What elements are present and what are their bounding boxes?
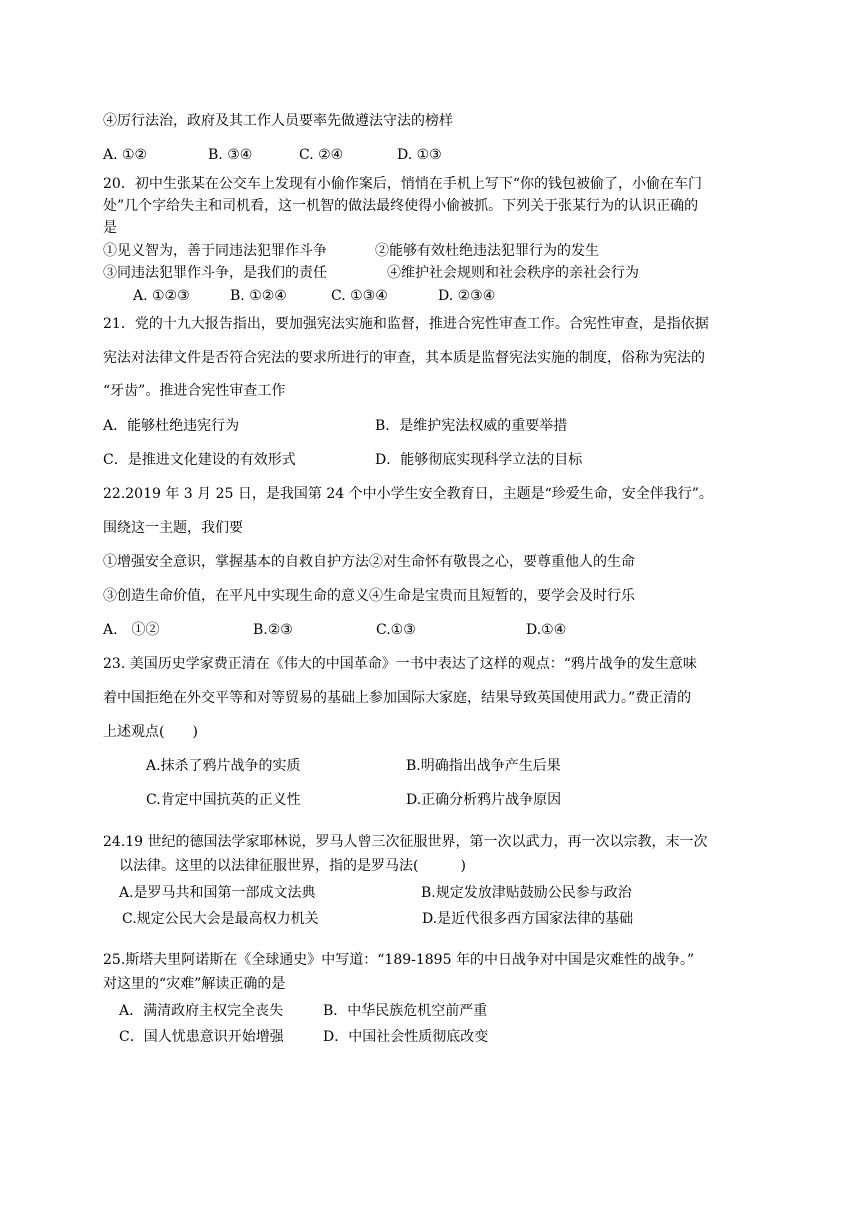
q19-option-a: A. ①② — [103, 147, 148, 163]
q25-option-a: A．满清政府主权完全丧失 — [119, 1003, 284, 1019]
q20-item1: ①见义智为，善于同违法犯罪作斗争 — [103, 243, 327, 259]
q22-option-b: B.②③ — [253, 622, 293, 638]
q24-option-c: C.规定公民大会是最高权力机关 — [122, 911, 319, 927]
q24-option-b: B.规定发放津贴鼓励公民参与政治 — [421, 885, 632, 901]
q25-option-b: B．中华民族危机空前严重 — [323, 1003, 488, 1019]
q19-option-b: B. ③④ — [208, 147, 253, 163]
q22-items-line2: ③创造生命价值，在平凡中实现生命的意义④生命是宝贵而且短暂的，要学会及时行乐 — [103, 588, 635, 604]
q21-option-c: C．是推进文化建设的有效形式 — [103, 452, 296, 468]
q23-stem-line1: 23. 美国历史学家费正清在《伟大的中国革命》一书中表达了这样的观点：“鸦片战争的发生意味 — [103, 656, 697, 672]
q22-option-a: A. ①② — [103, 622, 160, 638]
q19-option-c: C. ②④ — [299, 147, 344, 163]
q24-option-a: A.是罗马共和国第一部成文法典 — [119, 885, 316, 901]
q21-stem-line3: “牙齿”。推进合宪性审查工作 — [103, 383, 286, 399]
q23-option-a: A.抹杀了鸦片战争的实质 — [146, 758, 301, 774]
q21-stem-line2: 宪法对法律文件是否符合宪法的要求所进行的审查，其本质是监督宪法实施的制度，俗称为宪法的 — [103, 350, 705, 366]
q21-option-d: D．能够彻底实现科学立法的目标 — [375, 452, 583, 468]
q22-stem-line1: 22.2019 年 3 月 25 日，是我国第 24 个中小学生安全教育日，主题是“珍爱生命，安全伴我行”。 — [103, 486, 713, 502]
q22-items-line1: ①增强安全意识，掌握基本的自救自护方法②对生命怀有敬畏之心，要尊重他人的生命 — [103, 554, 635, 570]
q25-stem-line1: 25.斯塔夫里阿诺斯在《全球通史》中写道：“189-1895 年的中日战争对中国是灾难性的战争。” — [103, 952, 695, 968]
q23-option-d: D.正确分析鸦片战争原因 — [406, 792, 562, 808]
q24-stem-line1: 24.19 世纪的德国法学家耶林说，罗马人曾三次征服世界，第一次以武力，再一次以宗教，末一次 — [103, 834, 708, 850]
q22-stem-line2: 围绕这一主题，我们要 — [103, 520, 243, 536]
q20-option-b: B. ①②④ — [230, 288, 287, 304]
q25-option-d: D．中国社会性质彻底改变 — [323, 1029, 489, 1045]
q20-option-a: A. ①②③ — [133, 288, 190, 304]
q21-option-b: B．是维护宪法权威的重要举措 — [375, 418, 568, 434]
q19-item4: ④厉行法治，政府及其工作人员要率先做遵法守法的榜样 — [103, 113, 453, 129]
q23-stem-line3: 上述观点( ) — [103, 724, 198, 740]
q21-option-a: A．能够杜绝违宪行为 — [103, 418, 240, 434]
q21-stem-line1: 21．党的十九大报告指出，要加强宪法实施和监督，推进合宪性审查工作。合宪性审查，是指依据 — [103, 316, 709, 332]
q22-option-c: C.①③ — [376, 622, 416, 638]
q20-item2: ②能够有效杜绝违法犯罪行为的发生 — [375, 243, 599, 259]
q20-option-c: C. ①③④ — [331, 288, 388, 304]
q20-stem-line3: 是 — [103, 220, 117, 236]
q20-stem-line2: 处”几个字给失主和司机看，这一机智的做法最终使得小偷被抓。下列关于张某行为的认识正确的 — [103, 198, 699, 214]
q19-option-d: D. ①③ — [397, 147, 442, 163]
q24-stem-line2: 以法律。这里的以法律征服世界，指的是罗马法( ) — [119, 858, 466, 874]
q20-stem-line1: 20．初中生张某在公交车上发现有小偷作案后，悄悄在手机上写下“你的钱包被偷了，小偷在车门 — [103, 176, 702, 192]
q23-stem-line2: 着中国拒绝在外交平等和对等贸易的基础上参加国际大家庭，结果导致英国使用武力。”费正清的 — [103, 690, 692, 706]
q23-option-c: C.肯定中国抗英的正义性 — [146, 792, 301, 808]
q20-item3: ③同违法犯罪作斗争，是我们的责任 — [103, 265, 327, 281]
q24-option-d: D.是近代很多西方国家法律的基础 — [422, 911, 634, 927]
q25-option-c: C．国人忧患意识开始增强 — [119, 1029, 284, 1045]
q25-stem-line2: 对这里的“灾难”解读正确的是 — [103, 976, 286, 992]
q20-item4: ④维护社会规则和社会秩序的亲社会行为 — [387, 265, 639, 281]
q23-option-b: B.明确指出战争产生后果 — [406, 758, 561, 774]
q22-option-d: D.①④ — [526, 622, 567, 638]
q20-option-d: D. ②③④ — [438, 288, 496, 304]
